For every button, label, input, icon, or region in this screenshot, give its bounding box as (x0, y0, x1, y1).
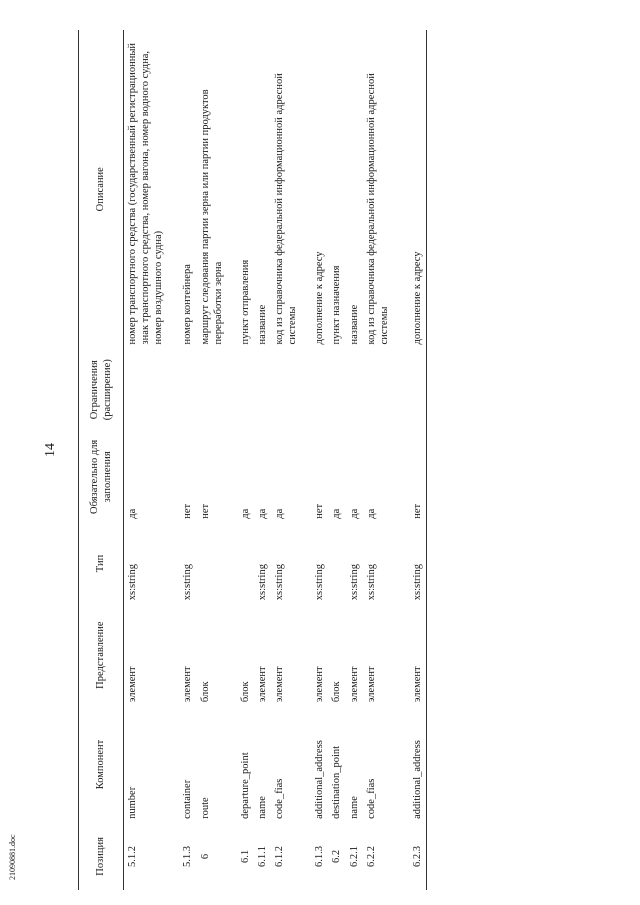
cell-type (197, 523, 227, 604)
cell-required: да (331, 508, 343, 519)
cell-required: нет (314, 503, 326, 519)
header-description: Описание (79, 30, 124, 348)
cell-required: нет (199, 503, 211, 519)
cell-type: xs:string (274, 564, 285, 601)
cell-required: да (274, 508, 285, 519)
cell-component: number (127, 786, 138, 819)
table-header-row (79, 30, 124, 890)
footer-filename: 21090881.doc (8, 834, 17, 880)
cell-component: code_fias (365, 778, 377, 819)
cell-representation: блок (331, 681, 343, 703)
cell-type: xs:string (127, 564, 138, 601)
cell-limits (124, 348, 168, 430)
cell-component: additional_address (314, 740, 326, 819)
cell-component: name (256, 796, 268, 819)
cell-position: 6.2.3 (393, 823, 427, 890)
header-limits: Ограничения (расширение) (79, 348, 124, 430)
cell-type: xs:string (393, 523, 427, 604)
cell-description: название (256, 304, 268, 345)
cell-position: 6.1.1 (256, 845, 268, 867)
table-row (328, 30, 345, 890)
cell-position: 6.1 (239, 849, 251, 863)
cell-representation: элемент (348, 666, 360, 703)
cell-required: да (127, 508, 138, 519)
cell-position: 6 (199, 853, 211, 860)
cell-description: дополнение к адресу (393, 30, 427, 348)
cell-type: xs:string (314, 564, 326, 601)
cell-description: дополнение к адресу (314, 251, 326, 345)
cell-limits (271, 348, 301, 430)
cell-representation: элемент (256, 666, 268, 703)
cell-position: 5.1.3 (182, 845, 194, 867)
cell-representation: блок (239, 681, 251, 703)
cell-representation: элемент (314, 666, 326, 703)
cell-description: название (348, 304, 360, 345)
table-body (124, 30, 427, 890)
cell-component: name (348, 796, 360, 819)
cell-description: код из справочника федеральной информационной адресной системы (365, 73, 390, 345)
header-representation: Представление (79, 604, 124, 706)
cell-component: destination_point (331, 745, 343, 819)
cell-representation: элемент (393, 604, 427, 706)
header-required: Обязательно для заполнения (79, 431, 124, 523)
cell-representation: элемент (365, 666, 377, 703)
cell-required: да (348, 508, 360, 519)
cell-type: xs:string (365, 564, 377, 601)
table-row (271, 30, 301, 890)
cell-description: пункт назначения (331, 265, 343, 345)
cell-description: код из справочника федеральной информационной адресной системы (274, 73, 299, 345)
rotated-table-container (78, 30, 558, 890)
cell-required: да (256, 508, 268, 519)
table-row (124, 30, 168, 890)
cell-limits (227, 348, 254, 430)
cell-component: route (199, 797, 211, 819)
table-row (197, 30, 227, 890)
cell-required: да (239, 508, 251, 519)
cell-type (227, 523, 254, 604)
cell-type (328, 523, 345, 604)
specification-table (78, 30, 427, 890)
cell-representation: блок (199, 681, 211, 703)
cell-limits (363, 348, 393, 430)
cell-component: departure_point (239, 752, 251, 819)
cell-component: code_fias (274, 778, 285, 819)
table-row (254, 30, 271, 890)
table-row (363, 30, 393, 890)
cell-representation: элемент (274, 666, 285, 703)
table-row (346, 30, 363, 890)
cell-position: 6.2.2 (365, 845, 377, 867)
cell-limits (393, 348, 427, 430)
cell-limits (301, 348, 328, 430)
cell-description: номер транспортного средства (государственный регистрационный знак транспортного средства, номер вагона, номер водного судна, номер воздушного судна) (127, 42, 165, 345)
page-number: 14 (43, 443, 58, 457)
cell-limits (346, 348, 363, 430)
table-row (393, 30, 427, 890)
cell-limits (197, 348, 227, 430)
header-component: Компонент (79, 706, 124, 823)
cell-position: 6.2 (331, 849, 343, 863)
cell-type: xs:string (348, 564, 360, 601)
header-type: Тип (79, 523, 124, 604)
table-row (167, 30, 196, 890)
cell-representation: элемент (127, 666, 138, 703)
table-row (227, 30, 254, 890)
cell-limits (167, 348, 196, 430)
cell-type: xs:string (182, 564, 194, 601)
cell-required: нет (393, 431, 427, 523)
cell-description: маршрут следования партии зерна или партии продуктов переработки зерна (199, 89, 224, 345)
cell-limits (254, 348, 271, 430)
header-position: Позиция (79, 823, 124, 890)
cell-description: номер контейнера (182, 264, 194, 345)
cell-component: additional_address (393, 706, 427, 823)
cell-representation: элемент (182, 666, 194, 703)
cell-position: 6.1.3 (314, 845, 326, 867)
table-row (301, 30, 328, 890)
cell-type: xs:string (256, 564, 268, 601)
cell-position: 5.1.2 (127, 845, 138, 867)
cell-position: 6.1.2 (274, 845, 285, 867)
cell-position: 6.2.1 (348, 845, 360, 867)
cell-component: container (182, 779, 194, 819)
cell-limits (328, 348, 345, 430)
cell-required: да (365, 508, 377, 519)
cell-description: пункт отправления (239, 259, 251, 345)
cell-required: нет (182, 503, 194, 519)
